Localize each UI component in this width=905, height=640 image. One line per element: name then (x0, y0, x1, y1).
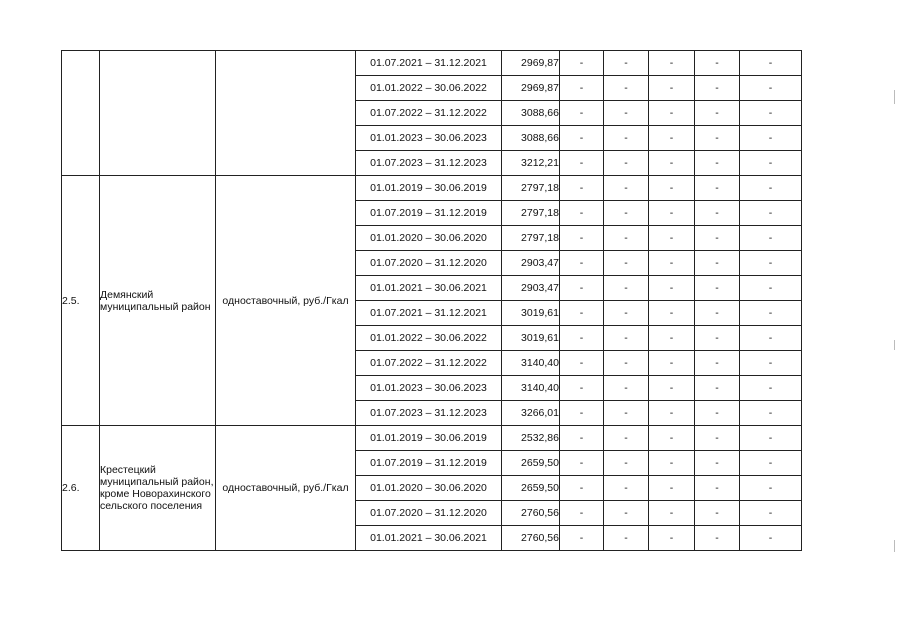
period-cell: 01.07.2021 – 31.12.2021 (356, 51, 502, 76)
empty-value-cell: - (740, 376, 802, 401)
period-cell: 01.01.2020 – 30.06.2020 (356, 226, 502, 251)
empty-value-cell: - (560, 501, 604, 526)
empty-value-cell: - (695, 426, 740, 451)
empty-value-cell: - (695, 76, 740, 101)
empty-value-cell: - (740, 301, 802, 326)
empty-value-cell: - (695, 501, 740, 526)
empty-value-cell: - (695, 101, 740, 126)
price-cell: 2903,47 (502, 276, 560, 301)
scan-edge-mark (894, 340, 895, 350)
empty-value-cell: - (649, 351, 695, 376)
empty-value-cell: - (740, 451, 802, 476)
empty-value-cell: - (649, 51, 695, 76)
empty-value-cell: - (740, 276, 802, 301)
empty-value-cell: - (740, 176, 802, 201)
empty-value-cell: - (604, 126, 649, 151)
empty-value-cell: - (740, 101, 802, 126)
empty-value-cell: - (740, 151, 802, 176)
period-cell: 01.01.2019 – 30.06.2019 (356, 176, 502, 201)
price-cell: 2659,50 (502, 476, 560, 501)
empty-value-cell: - (695, 276, 740, 301)
empty-value-cell: - (695, 526, 740, 551)
empty-value-cell: - (649, 76, 695, 101)
empty-value-cell: - (695, 451, 740, 476)
period-cell: 01.07.2020 – 31.12.2020 (356, 501, 502, 526)
price-cell: 2797,18 (502, 226, 560, 251)
empty-value-cell: - (604, 276, 649, 301)
item-number: 2.5. (62, 176, 100, 426)
tariff-table-body (62, 51, 802, 551)
price-cell: 2760,56 (502, 501, 560, 526)
empty-value-cell: - (560, 401, 604, 426)
empty-value-cell: - (604, 176, 649, 201)
empty-value-cell: - (604, 526, 649, 551)
empty-value-cell: - (695, 376, 740, 401)
empty-value-cell: - (695, 151, 740, 176)
empty-value-cell: - (695, 176, 740, 201)
price-cell: 3019,61 (502, 326, 560, 351)
price-cell: 2532,86 (502, 426, 560, 451)
empty-value-cell: - (649, 501, 695, 526)
table-row (62, 426, 802, 451)
price-cell: 3212,21 (502, 151, 560, 176)
empty-value-cell: - (560, 201, 604, 226)
period-cell: 01.07.2019 – 31.12.2019 (356, 201, 502, 226)
empty-value-cell: - (604, 151, 649, 176)
empty-value-cell: - (604, 201, 649, 226)
empty-value-cell: - (649, 476, 695, 501)
empty-value-cell: - (740, 326, 802, 351)
empty-value-cell: - (649, 101, 695, 126)
empty-value-cell: - (560, 476, 604, 501)
territory-name (100, 51, 216, 176)
price-cell: 2969,87 (502, 76, 560, 101)
empty-value-cell: - (695, 351, 740, 376)
empty-value-cell: - (695, 326, 740, 351)
tariff-type: одноставочный, руб./Гкал (216, 176, 356, 426)
empty-value-cell: - (604, 401, 649, 426)
period-cell: 01.07.2022 – 31.12.2022 (356, 351, 502, 376)
empty-value-cell: - (740, 426, 802, 451)
empty-value-cell: - (695, 226, 740, 251)
empty-value-cell: - (560, 326, 604, 351)
empty-value-cell: - (604, 226, 649, 251)
empty-value-cell: - (649, 401, 695, 426)
empty-value-cell: - (604, 501, 649, 526)
empty-value-cell: - (604, 376, 649, 401)
period-cell: 01.07.2023 – 31.12.2023 (356, 151, 502, 176)
period-cell: 01.01.2019 – 30.06.2019 (356, 426, 502, 451)
price-cell: 3088,66 (502, 101, 560, 126)
price-cell: 2969,87 (502, 51, 560, 76)
period-cell: 01.07.2019 – 31.12.2019 (356, 451, 502, 476)
price-cell: 3140,40 (502, 376, 560, 401)
empty-value-cell: - (740, 251, 802, 276)
tariff-table (61, 50, 802, 551)
price-cell: 3019,61 (502, 301, 560, 326)
empty-value-cell: - (560, 126, 604, 151)
empty-value-cell: - (649, 126, 695, 151)
period-cell: 01.07.2023 – 31.12.2023 (356, 401, 502, 426)
empty-value-cell: - (560, 451, 604, 476)
price-cell: 2760,56 (502, 526, 560, 551)
empty-value-cell: - (604, 101, 649, 126)
empty-value-cell: - (560, 276, 604, 301)
empty-value-cell: - (695, 51, 740, 76)
period-cell: 01.01.2021 – 30.06.2021 (356, 526, 502, 551)
period-cell: 01.07.2020 – 31.12.2020 (356, 251, 502, 276)
period-cell: 01.01.2023 – 30.06.2023 (356, 126, 502, 151)
empty-value-cell: - (740, 201, 802, 226)
empty-value-cell: - (604, 451, 649, 476)
empty-value-cell: - (604, 51, 649, 76)
price-cell: 3140,40 (502, 351, 560, 376)
table-row (62, 51, 802, 76)
empty-value-cell: - (560, 226, 604, 251)
empty-value-cell: - (695, 251, 740, 276)
empty-value-cell: - (740, 501, 802, 526)
period-cell: 01.01.2022 – 30.06.2022 (356, 76, 502, 101)
empty-value-cell: - (695, 301, 740, 326)
period-cell: 01.01.2022 – 30.06.2022 (356, 326, 502, 351)
table-row (62, 176, 802, 201)
empty-value-cell: - (649, 176, 695, 201)
empty-value-cell: - (649, 376, 695, 401)
empty-value-cell: - (560, 251, 604, 276)
empty-value-cell: - (649, 276, 695, 301)
empty-value-cell: - (695, 476, 740, 501)
item-number: 2.6. (62, 426, 100, 551)
period-cell: 01.01.2020 – 30.06.2020 (356, 476, 502, 501)
empty-value-cell: - (649, 326, 695, 351)
empty-value-cell: - (604, 251, 649, 276)
price-cell: 2797,18 (502, 176, 560, 201)
empty-value-cell: - (740, 526, 802, 551)
empty-value-cell: - (649, 201, 695, 226)
empty-value-cell: - (740, 51, 802, 76)
empty-value-cell: - (604, 301, 649, 326)
empty-value-cell: - (560, 176, 604, 201)
item-number (62, 51, 100, 176)
price-cell: 2903,47 (502, 251, 560, 276)
empty-value-cell: - (560, 101, 604, 126)
empty-value-cell: - (560, 426, 604, 451)
empty-value-cell: - (649, 426, 695, 451)
scan-edge-mark (894, 540, 895, 552)
empty-value-cell: - (560, 376, 604, 401)
period-cell: 01.01.2023 – 30.06.2023 (356, 376, 502, 401)
empty-value-cell: - (740, 401, 802, 426)
empty-value-cell: - (695, 201, 740, 226)
empty-value-cell: - (649, 526, 695, 551)
territory-name: Демянский муниципальный район (100, 176, 216, 426)
territory-name: Крестецкий муниципальный район, кроме Новорахинского сельского поселения (100, 426, 216, 551)
empty-value-cell: - (649, 251, 695, 276)
empty-value-cell: - (649, 451, 695, 476)
empty-value-cell: - (649, 226, 695, 251)
empty-value-cell: - (560, 351, 604, 376)
tariff-type: одноставочный, руб./Гкал (216, 426, 356, 551)
empty-value-cell: - (740, 226, 802, 251)
empty-value-cell: - (649, 151, 695, 176)
price-cell: 2659,50 (502, 451, 560, 476)
empty-value-cell: - (604, 351, 649, 376)
empty-value-cell: - (560, 151, 604, 176)
price-cell: 2797,18 (502, 201, 560, 226)
empty-value-cell: - (695, 126, 740, 151)
empty-value-cell: - (649, 301, 695, 326)
empty-value-cell: - (740, 476, 802, 501)
tariff-type (216, 51, 356, 176)
price-cell: 3266,01 (502, 401, 560, 426)
period-cell: 01.07.2021 – 31.12.2021 (356, 301, 502, 326)
empty-value-cell: - (604, 476, 649, 501)
empty-value-cell: - (604, 76, 649, 101)
empty-value-cell: - (604, 326, 649, 351)
empty-value-cell: - (560, 51, 604, 76)
empty-value-cell: - (740, 351, 802, 376)
empty-value-cell: - (740, 126, 802, 151)
empty-value-cell: - (604, 426, 649, 451)
price-cell: 3088,66 (502, 126, 560, 151)
period-cell: 01.07.2022 – 31.12.2022 (356, 101, 502, 126)
empty-value-cell: - (560, 301, 604, 326)
empty-value-cell: - (695, 401, 740, 426)
empty-value-cell: - (560, 526, 604, 551)
empty-value-cell: - (560, 76, 604, 101)
empty-value-cell: - (740, 76, 802, 101)
period-cell: 01.01.2021 – 30.06.2021 (356, 276, 502, 301)
scan-edge-mark (894, 90, 895, 104)
